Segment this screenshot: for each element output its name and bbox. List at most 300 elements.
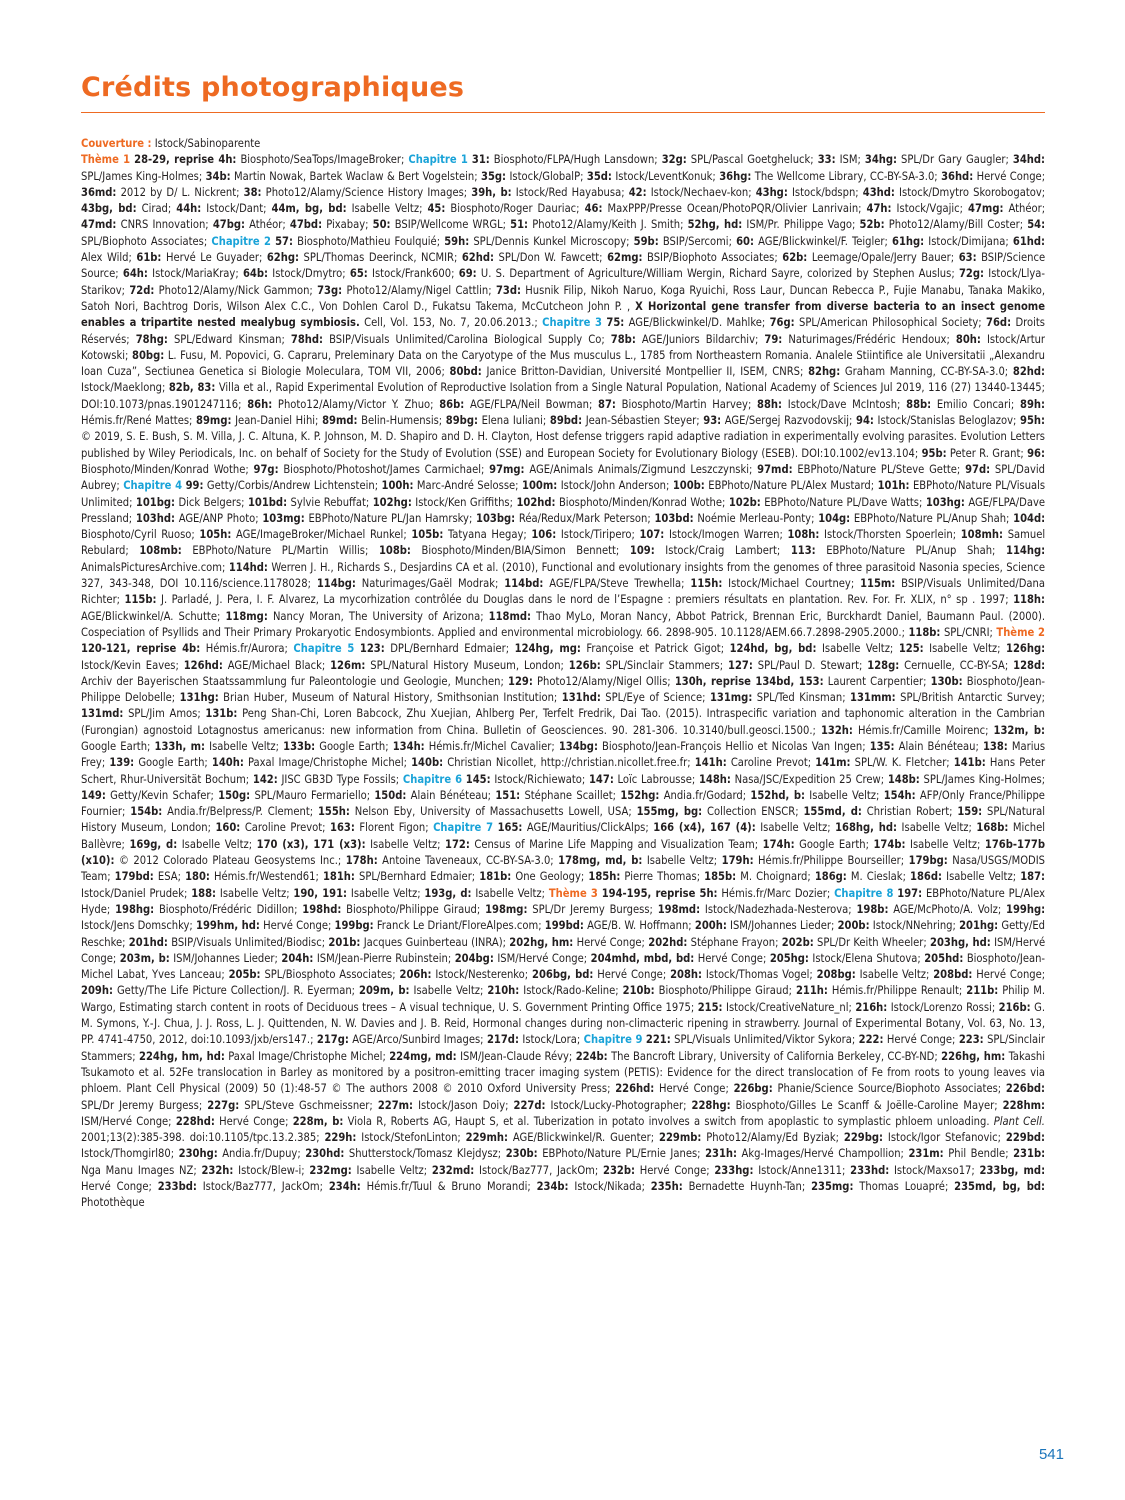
credit-entry [850,1164,975,1177]
credit-source: Biosphoto/Minden/Konrad Wothe; [81,462,249,476]
credit-entry [867,659,1008,672]
credit-entry [487,984,618,997]
credit-source: Getty/Ed Reschke; [81,919,1045,949]
credit-entry [796,984,962,997]
credit-source: © 2012 Colorado Plateau Geosystems Inc.; [118,854,342,868]
page-reference: 109: [629,544,655,558]
credit-source: EBPhoto/Nature PL/Dave Watts; [764,495,923,509]
credit-entry [373,496,513,509]
credit-source: SPL/American Philosophical Society; [799,316,982,330]
credit-source: Istock/Llya-Starikov; [81,267,1046,297]
page-reference: 76g: [769,316,795,330]
page-reference: 206h: [399,968,432,982]
page-reference: 208bg: [816,968,856,982]
credit-source: Biosphoto/Philippe Giraud; [346,902,481,916]
page-reference: 163: [330,821,355,835]
page-reference: 193g, d: [424,886,472,900]
credit-entry [835,821,972,834]
page-reference: 32g: [661,153,687,167]
credit-entry [378,1099,509,1112]
credit-source: Isabelle Veltz; [219,886,290,900]
page-reference: 226bg: [733,1082,773,1096]
credit-entry [213,218,286,231]
page-reference: 97g: [253,462,279,476]
credit-source: Biosphoto/Jean-Michel Labat, Yves Lanceau; [81,951,1046,982]
page-reference: 131hd: [561,691,601,705]
credit-entry [247,398,433,411]
credit-source: Belin-Humensis; [361,414,443,428]
page-reference: 229h: [324,1131,357,1145]
credit-entry [764,333,949,346]
page-reference: 178mg, md, b: [558,854,643,868]
credit-entry [808,365,1008,378]
credit-source: Akg-Images/Hervé Champollion; [741,1147,904,1161]
credit-source: Hémis.fr/Michel Cavalier; [428,739,555,753]
page-reference: 205hd: [924,951,964,965]
page-reference: 201b: [328,935,361,949]
page-reference: 132h: [820,723,853,737]
page-reference: 126hd: [183,658,223,672]
credit-entry [253,773,399,786]
page-reference: 94: [856,414,874,428]
credit-source: Istock/Craig Lambert; [665,544,781,558]
credit-entry [139,544,368,557]
credit-source: Isabelle Veltz; [646,854,718,868]
credit-source: AGE/Animals Animals/Zigmund Leszczynski; [529,462,753,476]
credit-entry [330,821,429,834]
credit-source: Caroline Prevot; [244,821,326,835]
page-reference: 59b: [633,234,659,248]
page-reference: 115h: [690,577,723,591]
credit-entry [634,235,732,248]
credit-source: Istock/Jason Doiy; [418,1098,509,1112]
credit-source: SPL/Edward Kinsman; [173,332,285,346]
credit-entry [856,414,1016,427]
page-reference: 39h, b: [471,185,512,199]
credit-entry [703,414,852,427]
page-reference: 229mh: [465,1131,508,1145]
credit-source: SPL/Dr Keith Wheeler; [817,935,927,949]
credit-entry [179,1147,301,1160]
credit-source: The Bancroft Library, University of California Berkeley, CC-BY-ND; [611,1049,938,1063]
credit-entry [729,496,923,509]
page-reference: 232b: [603,1163,636,1177]
page-reference: 114hg: [1006,544,1046,558]
page-reference: 216h: [855,1000,888,1014]
credit-source: Tatyana Hegay; [447,528,527,542]
credit-source: ISM/Jean-Pierre Rubinstein; [316,951,452,965]
credit-source: Viola R, Roberts AG, Haupt S, et al. Tuberization in potato involves a switch from apoplastic to symplastic phloem unloading. [347,1114,990,1128]
credit-entry [382,479,519,492]
credit-source: Hémis.fr/Marc Dozier; [721,886,831,900]
page-reference: 233bg, md: [979,1163,1046,1177]
page-reference: 201hd: [128,935,168,949]
credit-entry [787,528,956,541]
credit-entry [750,789,879,802]
credit-source: Istock/Daniel Prudek; [81,886,188,900]
credit-source: EBPhoto/Nature PL/Steve Gette; [797,462,961,476]
page-reference: 52b: [859,218,885,232]
page-reference: 52hg, hd: [687,218,743,232]
credit-entry [444,235,629,248]
credit-entry [466,1131,654,1144]
credit-entry [324,1131,460,1144]
credit-source: BSIP/Visuals Unlimited/Carolina Biological Supply Co; [329,332,605,346]
page-reference: 230hd: [305,1147,345,1161]
page-reference: 34hg: [864,153,898,167]
page-reference: 233hd: [850,1163,890,1177]
credit-text: Cell, Vol. 153, No. 7, 20.06.2013.; [364,316,538,330]
credit-entry [569,659,723,672]
page-reference: 69: [458,267,477,281]
credit-source: AnimalsPicturesArchive.com; [81,560,226,574]
page-reference: 126b: [568,658,601,672]
credit-source: Istock/Dmytro; [272,267,346,281]
page-reference: 198mg: [485,902,528,916]
credit-source: SPL/Dennis Kunkel Microscopy; [473,234,630,248]
page-reference: 226hg, hm: [941,1049,1006,1063]
credit-source: Laurent Carpentier; [827,674,927,688]
credit-source: Hervé Conge; [219,1114,289,1128]
credit-entry [695,919,835,932]
page-reference: 224hg, hm, hd: [139,1049,225,1063]
credit-source: Istock/Imogen Warren; [668,528,783,542]
page-reference: 118mg: [225,609,268,623]
credit-entry [432,1164,598,1177]
credit-entry [81,984,355,997]
page-reference: 108b: [378,544,411,558]
credit-source: Brian Huber, Museum of Natural History, Smithsonian Institution; [223,691,558,705]
credit-source: Florent Figon; [359,821,429,835]
page-reference: 44m, bg, bd: [271,202,347,216]
credit-entry [207,1099,373,1112]
page-reference: 188: [191,886,217,900]
credit-entry [639,528,782,541]
credit-entry [623,984,792,997]
chapter-heading: Chapitre 9 [583,1033,643,1047]
page-reference: 108mh: [960,528,1004,542]
page-reference: 134bg: [558,739,598,753]
page-reference: 28-29, reprise 4h: [134,153,237,167]
page-reference: 147: [588,772,614,786]
credit-entry [968,202,1045,215]
credit-entry [818,512,1009,525]
credit-source: Isabelle Veltz; [370,837,441,851]
credit-entry [734,1082,1002,1095]
credit-source: SPL/Dr Gary Gaugler; [901,153,1009,167]
credit-source: EBPhoto/Nature PL/Anup Shah; [853,511,1010,525]
credit-source: Isabelle Veltz; [413,984,484,998]
page-reference: 107: [639,528,665,542]
credit-source: Antoine Taveneaux, CC-BY-SA-3.0; [382,854,554,868]
page-reference: 105h: [199,528,232,542]
credit-source: Alex Wild; [81,251,132,265]
credit-source: Andia.fr/Dupuy; [222,1147,301,1161]
credit-source: Jacques Guinberteau (INRA); [363,935,506,949]
credit-entry [257,838,441,851]
credit-source: Google Earth; [138,756,208,770]
credit-source: Biosphoto/Jean-François Hellio et Nicolas Van Ingen; [602,739,866,753]
credit-source: Istock/Red Hayabusa; [515,185,625,199]
credit-source: Photo12/Alamy/Nigel Ollis; [537,674,671,688]
credit-source: L. Fusu, M. Popovici, G. Capraru, Preleminary Data on the Caryotype of the Mus musculus L., 1785 from Northeastern Romania. Analele Stiintifice ale Universitatii „Alexandru Ioan Cuza”, Sectiunea Genetica si Biologie Moleculara, TOM VII, 2006; [81,348,1045,379]
credit-entry [485,903,653,916]
credit-entry [115,903,297,916]
page-reference: 34hd: [1012,153,1046,167]
credit-entry [607,251,778,264]
credit-entry [471,186,624,199]
credit-source: Istock/Ken Griffiths; [415,495,513,509]
credit-source: Sylvie Rebuffat; [290,495,370,509]
credit-source: AGE/Juniors Bildarchiv; [641,332,759,346]
page-reference: 43hg: [755,185,788,199]
page-reference: 54: [1027,218,1046,232]
page-reference: 118md: [488,609,532,623]
credit-source: Istock/Frank600; [372,267,455,281]
credit-entry [186,479,379,492]
credit-source: Nasa/USGS/MODIS Team; [81,854,1046,884]
credit-source: AGE/Blickwinkel/R. Guenter; [512,1131,655,1145]
page-reference: 202hd: [648,935,688,949]
credit-entry [446,414,546,427]
credit-source: AGE/ImageBroker/Michael Runkel; [235,528,407,542]
page-reference: 78b: [610,332,636,346]
page-reference: 36md: [81,185,117,199]
page-reference: 102b: [728,495,761,509]
credit-entry [589,773,695,786]
credit-entry [899,642,1001,655]
credit-entry [389,1050,572,1063]
credit-source: Hervé Conge; [639,1163,710,1177]
chapter-heading: Chapitre 1 [408,153,468,167]
page-reference: 72d: [129,283,155,297]
credit-entry [817,968,930,981]
credit-entry [654,512,814,525]
credit-source: Stéphane Scaillet; [524,788,617,802]
credit-entry [770,952,921,965]
credit-entry [81,707,201,720]
credit-entry [136,512,259,525]
credit-source: AGE/Mauritius/ClickAlps; [526,821,649,835]
credit-source: EBPhoto/Nature PL/Ernie Janes; [542,1147,701,1161]
credit-source: CNRS Innovation; [120,218,209,232]
credit-entry [322,414,442,427]
credit-source: AGE/FLPA/Dave Pressland; [81,495,1046,525]
page-reference: 229bg: [843,1131,884,1145]
credit-entry [180,691,558,704]
page-reference: 223: [958,1033,984,1047]
credit-entry [651,1180,805,1193]
page-reference: 47bg: [212,218,245,232]
page-reference: 102hd: [516,495,556,509]
page-reference: 228m, b: [292,1114,344,1128]
page-reference: 79: [764,332,783,346]
page-reference: 201hg: [959,919,999,933]
page-reference: 227d: [513,1098,546,1112]
credit-entry [892,235,1009,248]
credit-entry [139,1050,386,1063]
credit-entry [782,251,954,264]
credit-entry [705,1147,904,1160]
page-reference: 151: [495,788,521,802]
credit-entry [821,724,988,737]
credit-source: Caroline Prevot; [730,756,812,770]
credit-source: Husnik Filip, Nikoh Naruo, Koga Ryuichi, Ross Laur, Duncan Rebecca P., Fujie Manabu, Tanaka Makiko, Satoh Nori, Bachtrog Doris, Wilson Alex C.C., Von Dohlen Carol D., Fukatsu Takema, McCutcheon John P. , [81,283,1046,313]
page-reference: 203m, b: [119,951,170,965]
page-reference: 208h: [670,968,703,982]
credit-source: Alain Bénéteau; [898,739,979,753]
credit-source: Jean-Sébastien Steyer; [585,414,700,428]
credit-source: Marius Frey; [81,739,1046,770]
page-reference: 152hg: [620,788,660,802]
credit-source: Jean-Daniel Hihi; [235,414,319,428]
page-reference: 155h: [317,805,350,819]
page-reference: 230b: [505,1147,538,1161]
credit-source: AGE/B. W. Hoffmann; [587,919,692,933]
credit-entry [598,398,751,411]
page-reference: 210h: [487,984,520,998]
page-reference: 95b: [921,446,947,460]
page-reference: 103hg: [925,495,965,509]
credit-entry [506,1147,701,1160]
credit-source: Istock/Dmytro Skorobogatov; [899,185,1046,199]
credit-source: BSIP/Wellcome WRGL; [394,218,507,232]
credit-entry [615,1082,729,1095]
credit-source: Istock/Lora; [522,1033,581,1047]
credit-source: Photo12/Alamy/Nigel Cattlin; [346,283,492,297]
page-reference: 217g: [316,1033,349,1047]
credit-source: Naturimages/Gaël Modrak; [361,577,499,591]
credit-source: Istock/Nikada; [574,1180,645,1193]
page-reference: 47h: [866,202,892,216]
page-reference: 73d: [495,283,521,297]
page-reference: 75: [606,316,625,330]
credit-source: Hervé Conge; [886,1033,956,1047]
credits-paragraph [81,152,1045,1211]
credit-entry [770,316,982,329]
page-reference: 115m: [860,577,896,591]
credit-entry [191,887,289,900]
credit-source: Isabelle Veltz; [209,739,280,753]
credit-source: Istock/Tiripero; [560,528,635,542]
page-reference: 160: [215,821,241,835]
credit-source: Istock/Nechaev-kon; [650,185,752,199]
page-reference: 99: [185,479,204,493]
page-reference: 100m: [522,479,558,493]
credit-entry [400,968,529,981]
credit-source: Loïc Labrousse; [617,772,696,786]
credit-source: SPL/Ted Kinsman; [756,691,846,705]
credit-entry [545,919,692,932]
credit-source: ISM/Hervé Conge; [497,951,588,965]
credit-entry [472,153,658,166]
credit-source: Villa et al., Rapid Experimental Evolution of Reproductive Isolation from a Single Natural Population, National Academy of Sciences Jul 2019, 116 (27) 13440-13445; DOI:10.1073/pnas.1901247116; [81,381,1046,411]
credit-entry [908,626,992,639]
page-reference: 44h: [176,202,202,216]
page-reference: 131hg: [179,691,219,705]
credit-entry [350,267,455,280]
credit-entry [129,838,252,851]
credit-entry [125,593,1009,606]
credit-source: Takashi Tsukamoto et al. 52Fe translocation in Barley as monitored by a positron-emitting tracer imaging system (PETIS): Evidence for the direct translocation of Fe from roots to young leaves via phloem. Plant Cell Physical (2009) 50 (1):48-57 © The authors 2008 © 2010 Oxford University Press; [81,1049,1045,1096]
credit-text: 2001;13(2):385-398. doi:10.1105/tpc.13.2.385; [81,1131,320,1145]
page-reference: 97md: [757,462,793,476]
page-reference: 57: [275,234,293,248]
credit-entry [646,1033,855,1046]
page-reference: 198md: [657,902,701,916]
cover-credit [81,136,1045,152]
credit-source: SPL/W. K. Fletcher; [854,756,950,770]
credit-entry [359,984,483,997]
page-reference: 103hd: [135,511,175,525]
page-reference: 115b: [124,593,157,607]
credit-entry [495,789,616,802]
credit-entry [212,756,407,769]
credit-source: One Geology; [515,870,585,884]
credit-source: Istock/Dant; [206,202,267,216]
credit-source: Shutterstock/Tomasz Klejdysz; [348,1147,502,1161]
page-reference: 215: [697,1000,723,1014]
page-reference: 205b: [228,968,261,982]
credit-source: Cirad; [141,202,172,216]
credit-source: Google Earth; [799,837,869,851]
chapter-heading: Chapitre 3 [542,316,602,330]
credit-entry [757,398,900,411]
page-reference: 211h: [795,984,828,998]
credit-source: Pixabay; [326,218,369,232]
credit-source: Istock/Jens Domschky; [81,919,193,933]
credit-entry [293,1115,990,1128]
credit-source: BSIP/Visuals Unlimited/Dana Richter; [81,577,1045,607]
page-reference: 132m, b: [993,723,1046,737]
page-title: Crédits photographiques [81,72,465,103]
credit-entry [158,1180,323,1193]
page-reference: 154b: [130,805,163,819]
credit-entry [510,218,683,231]
page-reference: 134h: [392,739,425,753]
chapter-heading: Chapitre 5 [293,642,355,656]
credit-entry [81,218,209,231]
page-reference: 138: [982,739,1008,753]
credit-source: Stéphane Frayon; [690,935,779,949]
credit-entry [782,936,927,949]
credit-entry [941,170,1045,183]
page-reference: 118h: [1013,593,1046,607]
page-reference: 199bg: [334,919,374,933]
page-reference: 148b: [887,772,920,786]
theme-heading: Thème 3 [548,886,598,900]
credit-source: M. Choignard; [740,870,811,884]
credit-citation-title: X Horizontal gene transfer from diverse bacteria to an insect genome enables a tripartite nested mealybug symbiosis. [81,299,1045,330]
page-reference: 141b: [953,756,986,770]
page-reference: 78hd: [290,332,324,346]
credit-source: Istock/Blew-i; [238,1163,305,1177]
theme-heading: Thème 1 [81,153,131,167]
page-reference: 202hg, hm: [509,935,574,949]
credit-source: Isabelle Veltz; [901,821,972,835]
credit-source: Athéor; [1008,202,1046,216]
page-reference: 204bg: [454,951,494,965]
credit-entry [611,333,759,346]
credit-entry [730,642,894,655]
credit-source: Isabelle Veltz; [760,821,831,835]
credit-source: Isabelle Veltz; [356,1163,428,1177]
credit-source: Istock/Kevin Eaves; [81,658,179,672]
page-reference: 231h: [705,1147,737,1161]
credit-entry [302,903,480,916]
credit-journal-name: Plant Cell. [993,1114,1045,1128]
credit-entry [267,251,457,264]
